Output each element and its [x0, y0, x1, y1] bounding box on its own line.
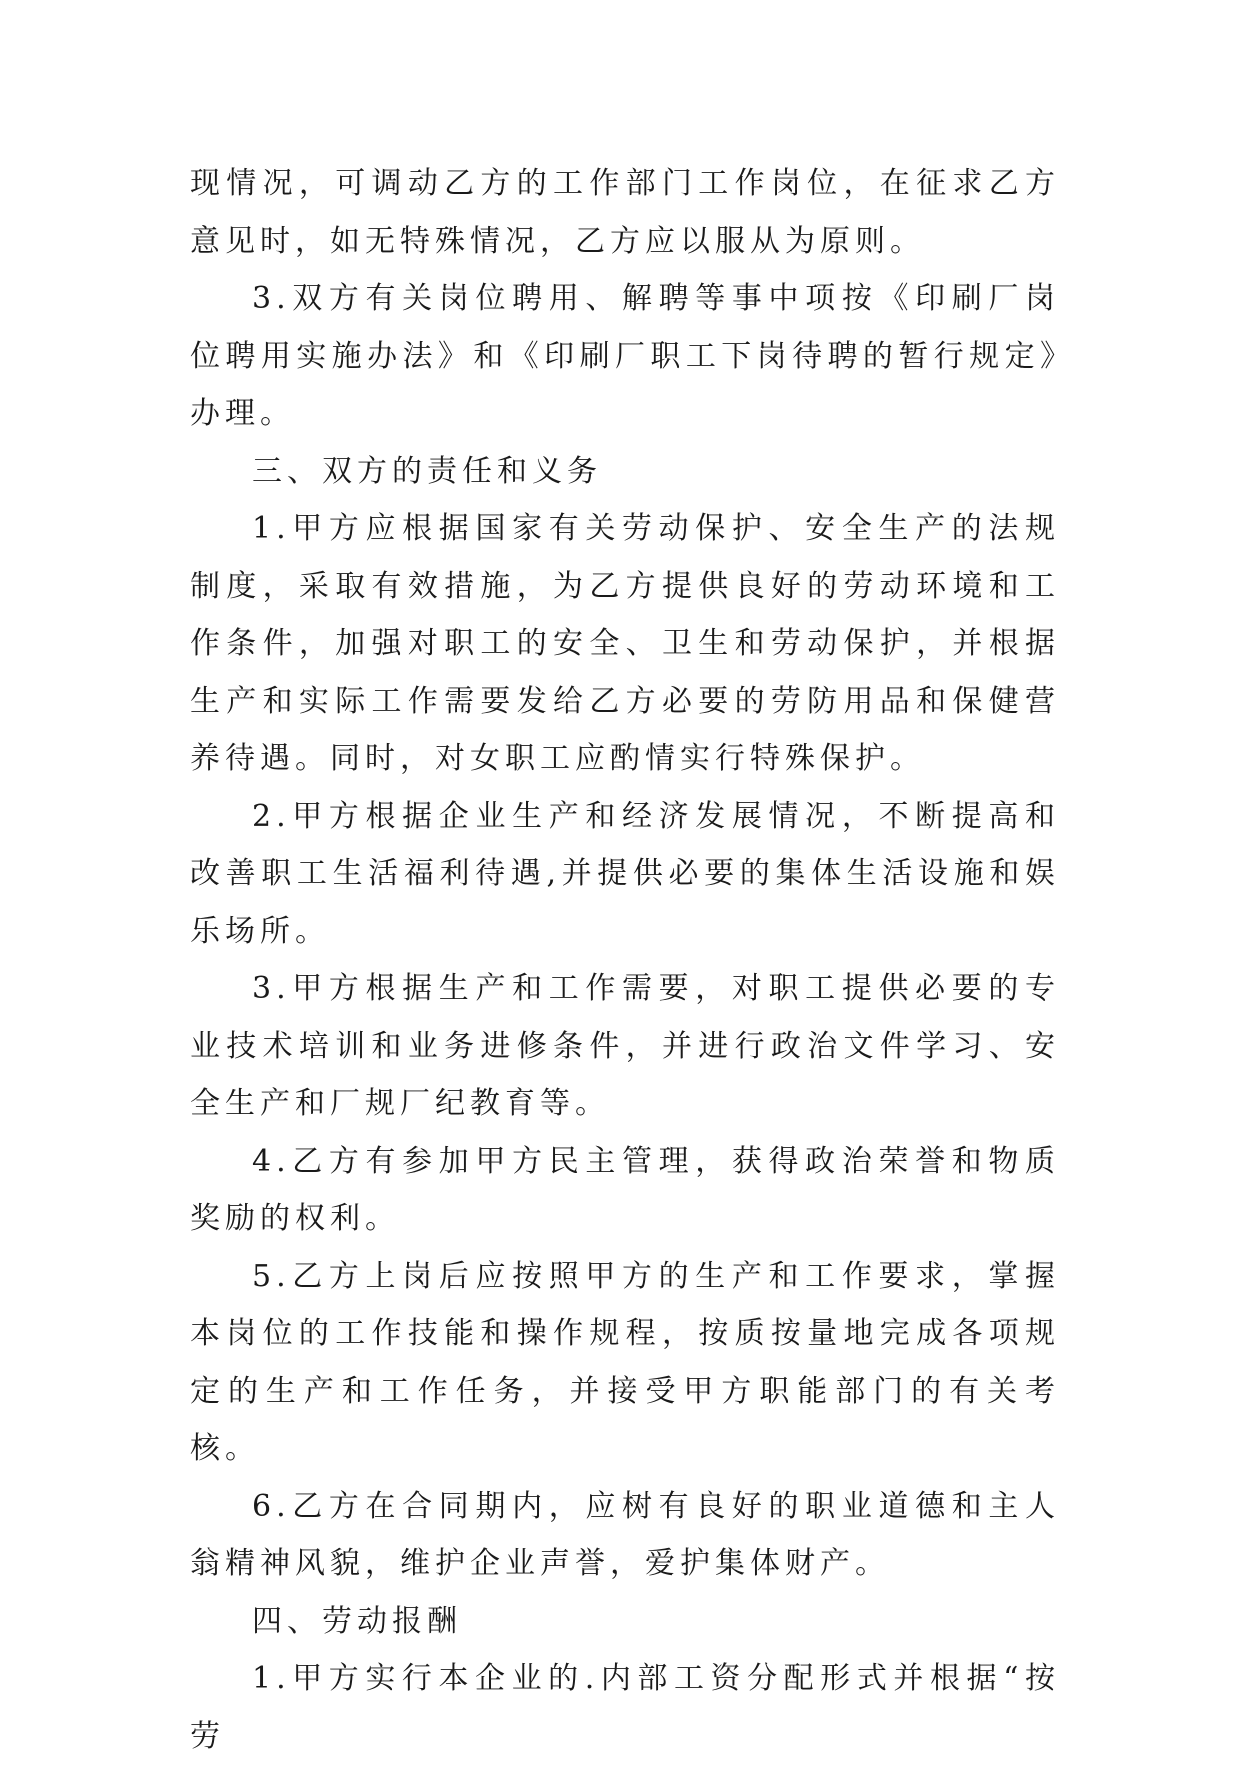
paragraph-clause-3-3: 3.甲方根据生产和工作需要，对职工提供必要的专业技术培训和业务进修条件，并进行政治文件学习、安全生产和厂规厂纪教育等。	[190, 971, 1060, 1121]
document-page	[190, 155, 1060, 1765]
paragraph-clause-4-1: 1.甲方实行本企业的.内部工资分配形式并根据“按劳	[190, 1661, 1060, 1754]
paragraph-clause-2-3: 3.双方有关岗位聘用、解聘等事中项按《印刷厂岗位聘用实施办法》和《印刷厂职工下岗待聘的暂行规定》办理。	[190, 281, 1060, 431]
paragraph-clause-3-6: 6.乙方在合同期内，应树有良好的职业道德和主人翁精神风貌，维护企业声誉，爱护集体财产。	[190, 1488, 1060, 1581]
section-heading-responsibilities: 三、双方的责任和义务	[252, 453, 602, 489]
paragraph-clause-3-2: 2.甲方根据企业生产和经济发展情况，不断提高和改善职工生活福利待遇,并提供必要的集体生活设施和娱乐场所。	[190, 798, 1060, 949]
section-heading-remuneration: 四、劳动报酬	[252, 1603, 462, 1639]
paragraph-clause-3-1: 1.甲方应根据国家有关劳动保护、安全生产的法规制度，采取有效措施，为乙方提供良好的劳动环境和工作条件，加强对职工的安全、卫生和劳动保护，并根据生产和实际工作需要发给乙方必要的劳防用品和保健营养待遇。同时，对女职工应酌情实行特殊保护。	[190, 511, 1060, 776]
paragraph-clause-3-5: 5.乙方上岗后应按照甲方的生产和工作要求，掌握本岗位的工作技能和操作规程，按质按量地完成各项规定的生产和工作任务，并接受甲方职能部门的有关考核。	[190, 1258, 1060, 1466]
paragraph-continuation: 现情况，可调动乙方的工作部门工作岗位，在征求乙方意见时，如无特殊情况，乙方应以服从为原则。	[190, 166, 1060, 259]
paragraph-clause-3-4: 4.乙方有参加甲方民主管理，获得政治荣誉和物质奖励的权利。	[190, 1143, 1060, 1236]
